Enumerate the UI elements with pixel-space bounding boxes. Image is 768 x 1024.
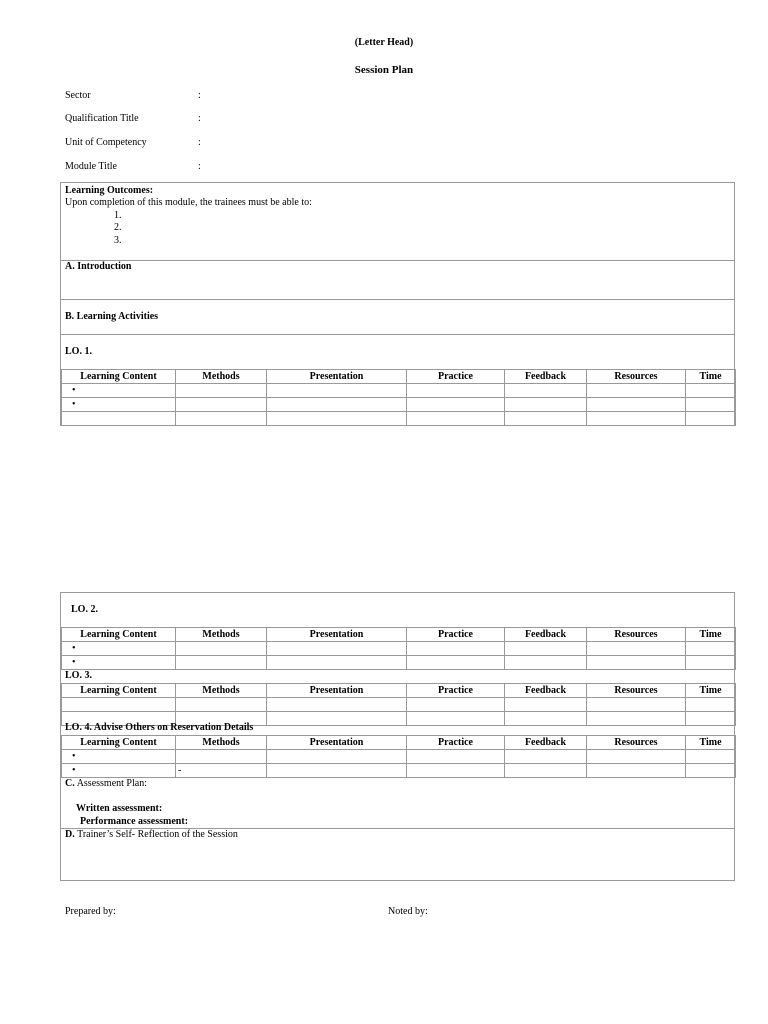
col-methods: Methods [176, 628, 267, 642]
learning-outcomes-heading: Learning Outcomes: [65, 185, 154, 196]
table-row [62, 412, 736, 426]
dash-mark: - [176, 764, 267, 778]
col-resources: Resources [587, 736, 686, 750]
outcome-item: 1. [114, 210, 122, 221]
col-time: Time [686, 684, 736, 698]
performance-assessment-label: Performance assessment: [80, 816, 189, 827]
col-practice: Practice [407, 736, 505, 750]
bullet: • [62, 642, 176, 656]
section-introduction: A. Introduction [65, 261, 132, 272]
col-methods: Methods [176, 736, 267, 750]
table-row [62, 642, 736, 656]
col-methods: Methods [176, 370, 267, 384]
field-label-module: Module Title [65, 161, 117, 172]
col-feedback: Feedback [505, 628, 587, 642]
col-time: Time [686, 370, 736, 384]
prepared-by-label: Prepared by: [65, 906, 116, 917]
col-learning-content: Learning Content [62, 736, 176, 750]
divider [60, 334, 735, 335]
divider [60, 299, 735, 300]
trainer-reflection-label: D. Trainer’s Self- Reflection of the Session [65, 829, 238, 840]
field-colon: : [198, 137, 201, 148]
col-learning-content: Learning Content [62, 684, 176, 698]
col-presentation: Presentation [267, 370, 407, 384]
bullet: • [62, 384, 176, 398]
table-row [62, 384, 736, 398]
col-resources: Resources [587, 628, 686, 642]
col-feedback: Feedback [505, 370, 587, 384]
table-row [62, 764, 736, 778]
col-practice: Practice [407, 628, 505, 642]
col-learning-content: Learning Content [62, 628, 176, 642]
col-presentation: Presentation [267, 736, 407, 750]
outcome-item: 2. [114, 222, 122, 233]
bullet: • [62, 764, 176, 778]
col-resources: Resources [587, 370, 686, 384]
assessment-plan-label: C. Assessment Plan: [65, 778, 147, 789]
field-label-unit: Unit of Competency [65, 137, 147, 148]
lo2-label: LO. 2. [71, 604, 98, 615]
letter-head: (Letter Head) [354, 37, 414, 48]
table-header-row [62, 736, 736, 750]
col-practice: Practice [407, 684, 505, 698]
field-colon: : [198, 161, 201, 172]
bullet: • [62, 398, 176, 412]
divider [60, 260, 735, 261]
field-label-sector: Sector [65, 90, 91, 101]
col-feedback: Feedback [505, 684, 587, 698]
col-presentation: Presentation [267, 628, 407, 642]
lo1-table [61, 369, 736, 426]
col-practice: Practice [407, 370, 505, 384]
lo4-label: LO. 4. Advise Others on Reservation Details [65, 722, 254, 733]
section-learning-activities: B. Learning Activities [65, 311, 159, 322]
field-label-qualification: Qualification Title [65, 113, 139, 124]
outcome-item: 3. [114, 235, 122, 246]
lo1-label: LO. 1. [65, 346, 92, 357]
col-presentation: Presentation [267, 684, 407, 698]
table-row [62, 398, 736, 412]
col-time: Time [686, 736, 736, 750]
col-methods: Methods [176, 684, 267, 698]
table-header-row [62, 684, 736, 698]
written-assessment-label: Written assessment: [76, 803, 163, 814]
col-time: Time [686, 628, 736, 642]
col-learning-content: Learning Content [62, 370, 176, 384]
lo3-table [61, 683, 736, 726]
col-resources: Resources [587, 684, 686, 698]
bullet: • [62, 750, 176, 764]
col-feedback: Feedback [505, 736, 587, 750]
table-header-row [62, 628, 736, 642]
lo4-table [61, 735, 736, 778]
learning-outcomes-intro: Upon completion of this module, the trainees must be able to: [65, 197, 312, 208]
noted-by-label: Noted by: [388, 906, 428, 917]
table-header-row [62, 370, 736, 384]
lo2-table [61, 627, 736, 670]
lo3-label: LO. 3. [65, 670, 92, 681]
table-row [62, 698, 736, 712]
table-row [62, 656, 736, 670]
field-colon: : [198, 90, 201, 101]
bullet: • [62, 656, 176, 670]
table-row [62, 750, 736, 764]
field-colon: : [198, 113, 201, 124]
page-title: Session Plan [354, 64, 414, 76]
